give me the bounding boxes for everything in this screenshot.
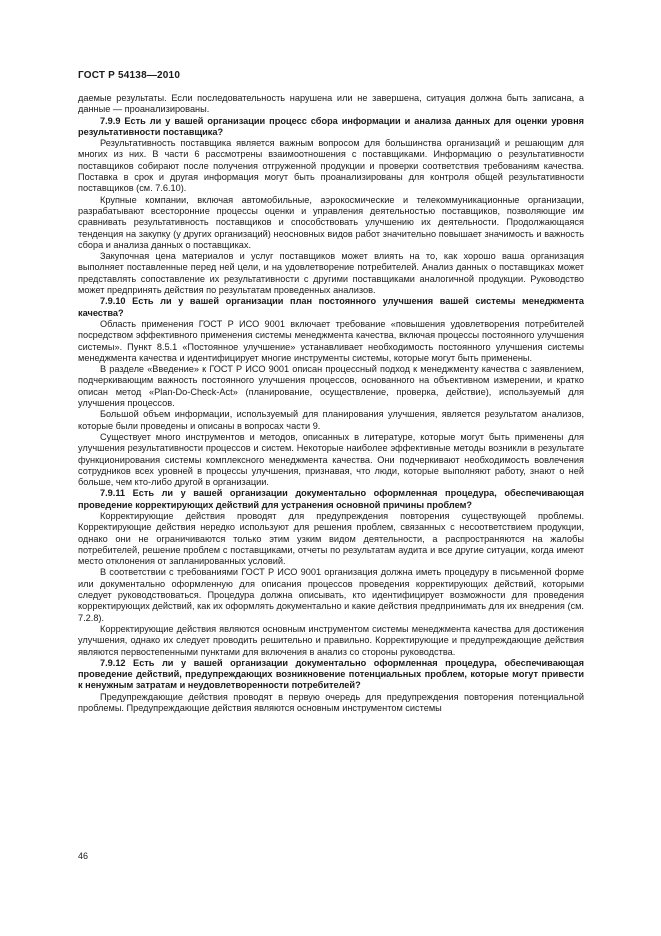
page-number: 46 (78, 851, 89, 861)
document-header: ГОСТ Р 54138—2010 (78, 70, 181, 81)
paragraph: Большой объем информации, используемый для планирования улучшения, является результатом анализов, которые были проведены и описаны в вопросах части 9. (78, 409, 584, 431)
question-heading: 7.9.9 Есть ли у вашей организации процесс сбора информации и анализа данных для оценки уровня результативности поставщика? (78, 115, 584, 137)
paragraph: Предупреждающие действия проводят в первую очередь для предупреждения повторения потенциальной проблемы. Предупреждающие действия являются основным инструментом системы (78, 691, 584, 714)
paragraph: Корректирующие действия проводят для предупреждения повторения существующей проблемы. Корректирующие действия нередко используют для решения проблем, связанных с несоответствием продукции, однако они не ограничиваются только этим узким видом деятельности, а распространяются на жалобы потребителей, решение проблем с поставщиками, отчеты по результатам аудита и все другие ситуации, когда имеют место отклонения от запланированных условий. (78, 510, 584, 567)
paragraph: Крупные компании, включая автомобильные, аэрокосмические и телекоммуникационные организации, разрабатывают всесторонние процессы оценки и управления деятельностью поставщиков, позволяющие им сравнивать результативность поставщиков и способствовать улучшению их деятельности. Продолжающаяся тенденция на закупку (у других организаций) неосновных видов работ значительно повышает значимость и важность сбора и анализа данных о поставщиках. (78, 194, 584, 250)
paragraph: Существует много инструментов и методов, описанных в литературе, которые могут быть применены для улучшения результативности процессов и систем. Некоторые наиболее эффективные методы возникли в результате функционирования системы комплексного менеджмента качества. Они подчеркивают необходимость вовлечения сотрудников всех уровней в процессы улучшения, признавая, что люди, которые выполняют работу, знают о ней больше, чем кто-либо другой в организации. (78, 431, 584, 488)
question-heading: 7.9.12 Есть ли у вашей организации документально оформленная процедура, обеспечивающая проведение действий, предупреждающих возникновение потенциальных проблем, которые могут привести к ненужным затратам и неудовлетворенности потребителей? (78, 657, 584, 691)
paragraph: Корректирующие действия являются основным инструментом системы менеджмента качества для достижения улучшения, однако их следует проводить решительно и правильно. Корректирующие и предупреждающие действия являются первостепенными пунктами для включения в анализ со стороны руководства. (78, 623, 584, 657)
paragraph: даемые результаты. Если последовательность нарушена или не завершена, ситуация должна быть записана, а данные — проанализированы. (78, 93, 584, 115)
paragraph: Результативность поставщика является важным вопросом для большинства организаций и решающим для многих из них. В части 6 рассмотрены взаимоотношения с поставщиками. Информацию о результативности поставщиков собирают после получения отгруженной продукции и проверки соответствия требованиям качества. Поставка в срок и другая информация могут быть проанализированы для контроля общей результативности поставщиков (см. 7.6.10). (78, 138, 584, 194)
paragraph: В соответствии с требованиями ГОСТ Р ИСО 9001 организация должна иметь процедуру в письменной форме или документально оформленную для описания процессов проведения корректирующих действий, которыми следует руководствоваться. Процедура должна описывать, кто идентифицирует возможности для проведения корректирующих действий, как их оформлять документально и какие действия предпринимать для их внедрения (см. 7.2.8). (78, 567, 584, 623)
question-heading: 7.9.10 Есть ли у вашей организации план постоянного улучшения вашей системы менеджмента качества? (78, 296, 584, 318)
document-body (78, 93, 584, 714)
paragraph: Область применения ГОСТ Р ИСО 9001 включает требование «повышения удовлетворения потребителей посредством эффективного применения системы менеджмента качества, включая процессы постоянного улучшения системы». Пункт 8.5.1 «Постоянное улучшение» устанавливает необходимость постоянного улучшения системы менеджмента качества и идентифицирует многие инструменты системы, которые могут быть применены. (78, 318, 584, 363)
paragraph: В разделе «Введение» к ГОСТ Р ИСО 9001 описан процессный подход к менеджменту качества с заявлением, подчеркивающим важность постоянного улучшения процессов, основанного на объективном измерении, и кратко описан метод «Plan-Do-Check-Act» (планирование, осуществление, проверка, действие), используемый для улучшения процессов. (78, 364, 584, 409)
paragraph: Закупочная цена материалов и услуг поставщиков может влиять на то, как хорошо ваша организация выполняет поставленные перед ней цели, и на удовлетворение потребителей. Анализ данных о поставщиках может представлять сопоставление их результативности с другими поставщиками аналогичной продукции. Руководство может предпринять действия по результатам проведенных анализов. (78, 251, 584, 296)
question-heading: 7.9.11 Есть ли у вашей организации документально оформленная процедура, обеспечивающая проведение корректирующих действий для устранения основной причины проблем? (78, 488, 584, 510)
